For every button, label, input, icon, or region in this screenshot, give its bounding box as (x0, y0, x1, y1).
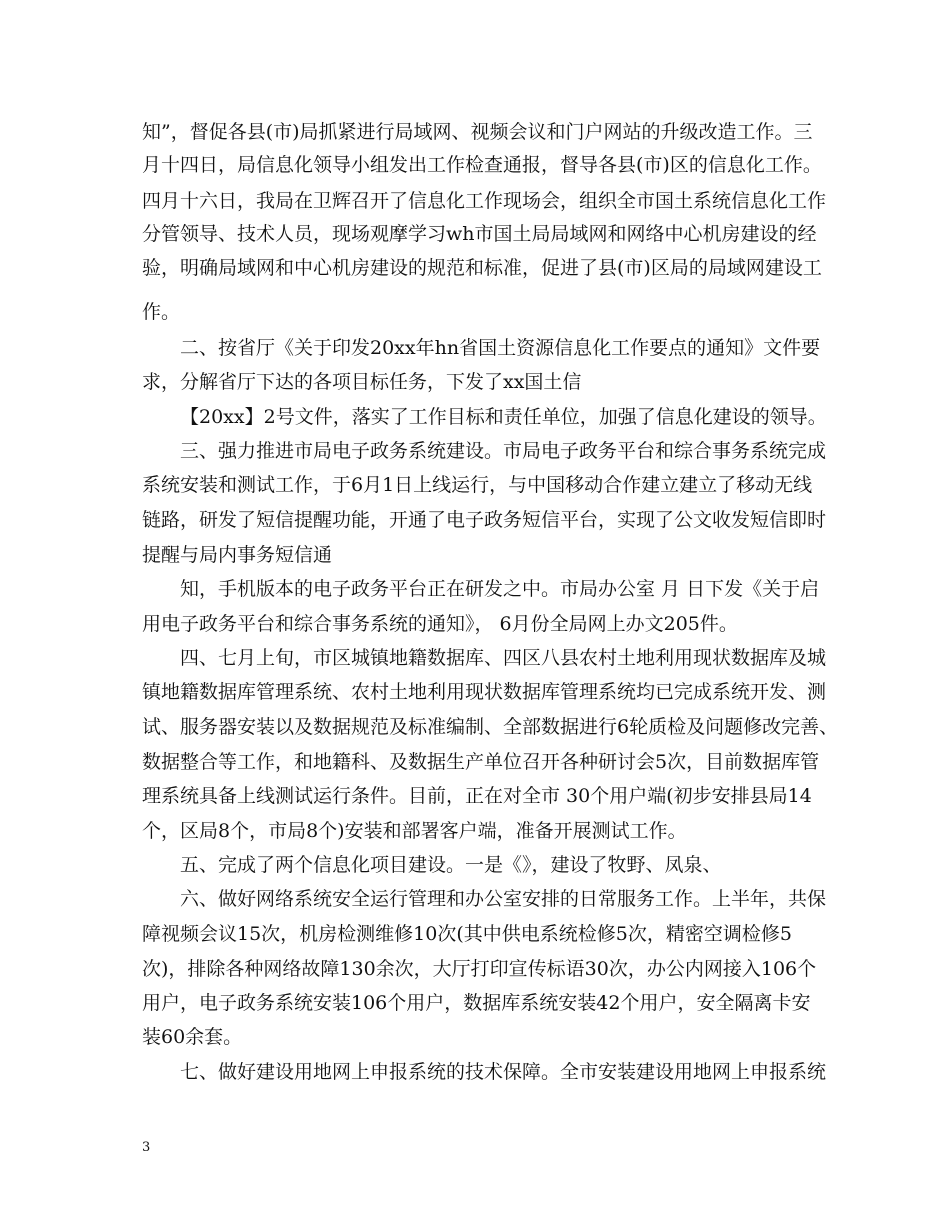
text-line: 用户，电子政务系统安装106个用户，数据库系统安装42个用户，安全隔离卡安 (142, 992, 811, 1014)
page-number: 3 (142, 1140, 151, 1155)
text-line: 装60余套。 (142, 1026, 243, 1048)
text-line: 四月十六日，我局在卫辉召开了信息化工作现场会，组织全市国土系统信息化工作 (142, 190, 827, 212)
text-line: 次)，排除各种网络故障130余次，大厅打印宣传标语30次，办公内网接入106个 (142, 958, 817, 980)
text-line: 系统安装和测试工作，于6月1日上线运行，与中国移动合作建立建立了移动无线 (142, 474, 813, 496)
text-line: 个，区局8个，市局8个)安装和部署客户端，准备开展测试工作。 (142, 820, 687, 842)
paragraph-start-line: 三、强力推进市局电子政务系统建设。市局电子政务平台和综合事务系统完成 (180, 440, 827, 462)
text-line: 知，手机版本的电子政务平台正在研发之中。市局办公室 月 日下发《关于启 (180, 578, 820, 600)
text-line: 理系统具备上线测试运行条件。目前，正在对全市 30个用户端(初步安排县局14 (142, 785, 812, 807)
text-line: 分管领导、技术人员，现场观摩学习wh市国土局局域网和网络中心机房建设的经 (142, 223, 817, 245)
text-line: 作。 (142, 301, 181, 323)
paragraph-start-line: 六、做好网络系统安全运行管理和办公室安排的日常服务工作。上半年，共保 (180, 888, 827, 910)
paragraph-start-line: 二、按省厅《关于印发20xx年hn省国土资源信息化工作要点的通知》文件要 (180, 337, 821, 359)
text-line: 数据整合等工作，和地籍科、及数据生产单位召开各种研讨会5次，目前数据库管 (142, 751, 820, 773)
text-line: 求，分解省厅下达的各项目标任务，下发了xx国土信 (142, 371, 582, 393)
text-line: 镇地籍数据库管理系统、农村土地利用现状数据库管理系统均已完成系统开发、测 (142, 681, 827, 703)
paragraph-start-line: 五、完成了两个信息化项目建设。一是《》，建设了牧野、凤泉、 (180, 854, 722, 876)
text-line: 障视频会议15次，机房检测维修10次(其中供电系统检修5次，精密空调检修5 (142, 923, 792, 945)
text-line: 用电子政务平台和综合事务系统的通知》， 6月份全局网上办文205件。 (142, 613, 738, 635)
text-line: 验，明确局域网和中心机房建设的规范和标准，促进了县(市)区局的局域网建设工 (142, 257, 822, 279)
text-line: 月十四日，局信息化领导小组发出工作检查通报，督导各县(市)区的信息化工作。 (142, 154, 822, 176)
text-line: 试、服务器安装以及数据规范及标准编制、全部数据进行6轮质检及问题修改完善、 (142, 716, 839, 738)
text-line: 知”，督促各县(市)局抓紧进行局域网、视频会议和门户网站的升级改造工作。三 (142, 121, 813, 143)
paragraph-start-line: 四、七月上旬，市区城镇地籍数据库、四区八县农村土地利用现状数据库及城 (180, 647, 827, 669)
paragraph-start-line: 七、做好建设用地网上申报系统的技术保障。全市安装建设用地网上申报系统 (180, 1061, 827, 1083)
text-line: 【20xx】2号文件，落实了工作目标和责任单位，加强了信息化建设的领导。 (180, 406, 827, 428)
text-line: 提醒与局内事务短信通 (142, 544, 333, 566)
text-line: 链路，研发了短信提醒功能，开通了电子政务短信平台，实现了公文收发短信即时 (142, 509, 827, 531)
